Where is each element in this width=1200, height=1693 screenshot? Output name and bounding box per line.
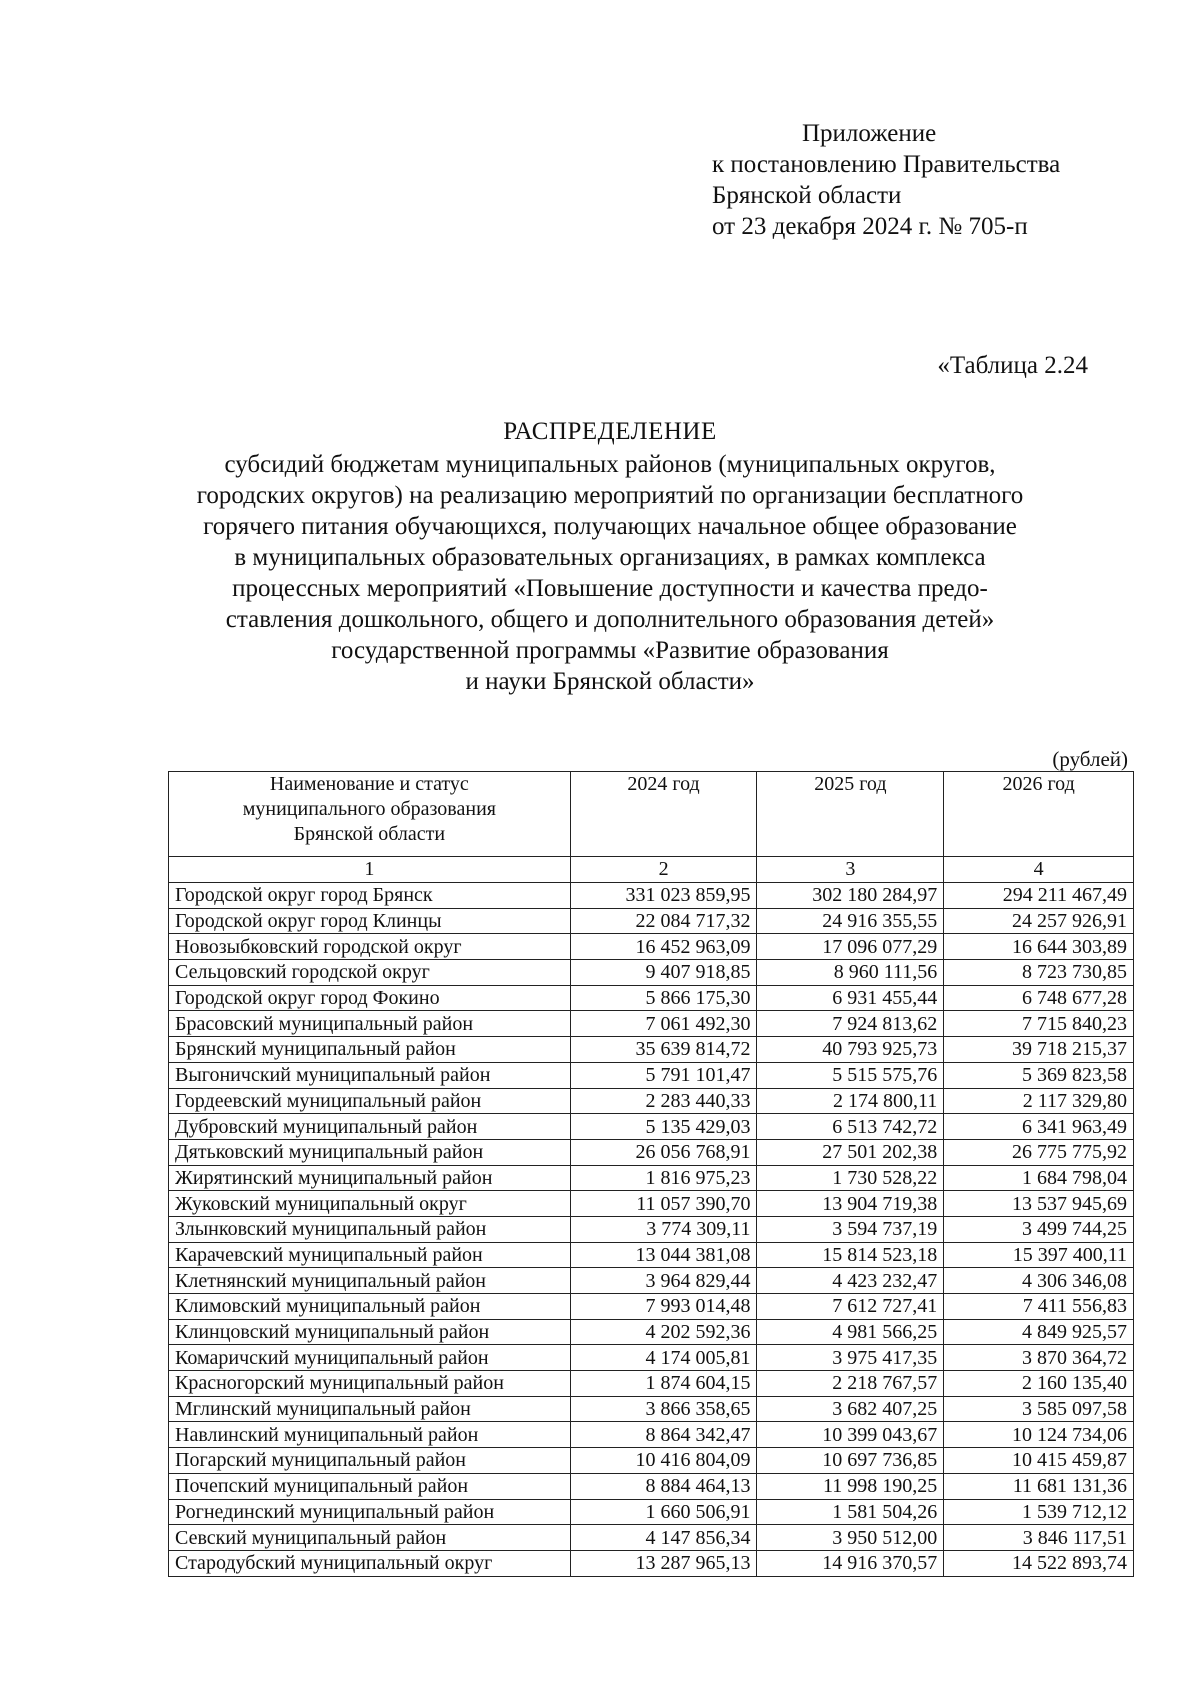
- amount-2025: 15 814 523,18: [757, 1242, 944, 1268]
- municipality-name: Почепский муниципальный район: [169, 1473, 571, 1499]
- amount-2026: 2 160 135,40: [944, 1371, 1134, 1397]
- municipality-name: Городской округ город Клинцы: [169, 908, 571, 934]
- amount-2026: 15 397 400,11: [944, 1242, 1134, 1268]
- amount-2026: 7 715 840,23: [944, 1011, 1134, 1037]
- amount-2026: 6 748 677,28: [944, 985, 1134, 1011]
- amount-2024: 13 044 381,08: [570, 1242, 757, 1268]
- amount-2024: 1 660 506,91: [570, 1499, 757, 1525]
- municipality-name: Клетнянский муниципальный район: [169, 1268, 571, 1294]
- municipality-name: Злынковский муниципальный район: [169, 1216, 571, 1242]
- amount-2026: 3 870 364,72: [944, 1345, 1134, 1371]
- amount-2025: 3 950 512,00: [757, 1525, 944, 1551]
- amount-2026: 11 681 131,36: [944, 1473, 1134, 1499]
- table-row: [169, 1088, 1134, 1114]
- amount-2025: 11 998 190,25: [757, 1473, 944, 1499]
- amount-2025: 3 975 417,35: [757, 1345, 944, 1371]
- amount-2024: 3 866 358,65: [570, 1396, 757, 1422]
- amount-2025: 2 218 767,57: [757, 1371, 944, 1397]
- amount-2026: 7 411 556,83: [944, 1294, 1134, 1320]
- header-2024: 2024 год: [570, 772, 757, 857]
- municipality-name: Климовский муниципальный район: [169, 1294, 571, 1320]
- amount-2025: 7 612 727,41: [757, 1294, 944, 1320]
- amount-2025: 6 513 742,72: [757, 1114, 944, 1140]
- amount-2026: 3 846 117,51: [944, 1525, 1134, 1551]
- amount-2026: 13 537 945,69: [944, 1191, 1134, 1217]
- amount-2025: 1 581 504,26: [757, 1499, 944, 1525]
- amount-2025: 4 423 232,47: [757, 1268, 944, 1294]
- municipality-name: Дубровский муниципальный район: [169, 1114, 571, 1140]
- amount-2024: 5 135 429,03: [570, 1114, 757, 1140]
- municipality-name: Выгоничский муниципальный район: [169, 1062, 571, 1088]
- municipality-name: Жуковский муниципальный округ: [169, 1191, 571, 1217]
- column-number: 4: [944, 857, 1134, 883]
- municipality-name: Брасовский муниципальный район: [169, 1011, 571, 1037]
- title-line: горячего питания обучающихся, получающих начальное общее образование: [203, 513, 1017, 540]
- table-row: [169, 1139, 1134, 1165]
- amount-2026: 4 849 925,57: [944, 1319, 1134, 1345]
- amount-2026: 1 539 712,12: [944, 1499, 1134, 1525]
- municipality-name: Жирятинский муниципальный район: [169, 1165, 571, 1191]
- amount-2025: 14 916 370,57: [757, 1550, 944, 1576]
- header-row: [169, 772, 1134, 857]
- amount-2024: 8 864 342,47: [570, 1422, 757, 1448]
- amount-2025: 1 730 528,22: [757, 1165, 944, 1191]
- amount-2024: 13 287 965,13: [570, 1550, 757, 1576]
- title-line: субсидий бюджетам муниципальных районов (муниципальных округов,: [224, 451, 996, 478]
- table-row: [169, 1345, 1134, 1371]
- unit-label: (рублей): [1052, 747, 1128, 771]
- title-line: в муниципальных образовательных организациях, в рамках комплекса: [234, 544, 986, 571]
- amount-2024: 22 084 717,32: [570, 908, 757, 934]
- column-number-row: [169, 857, 1134, 883]
- amount-2025: 3 682 407,25: [757, 1396, 944, 1422]
- amount-2026: 5 369 823,58: [944, 1062, 1134, 1088]
- title-line: ставления дошкольного, общего и дополнительного образования детей»: [225, 606, 995, 633]
- amount-2025: 2 174 800,11: [757, 1088, 944, 1114]
- amount-2026: 14 522 893,74: [944, 1550, 1134, 1576]
- amount-2026: 10 415 459,87: [944, 1448, 1134, 1474]
- table-row: [169, 1319, 1134, 1345]
- table-row: [169, 934, 1134, 960]
- table-row: [169, 1216, 1134, 1242]
- amount-2024: 5 791 101,47: [570, 1062, 757, 1088]
- municipality-name: Стародубский муниципальный округ: [169, 1550, 571, 1576]
- table-row: [169, 1396, 1134, 1422]
- amount-2024: 1 874 604,15: [570, 1371, 757, 1397]
- column-number: 3: [757, 857, 944, 883]
- amount-2026: 3 585 097,58: [944, 1396, 1134, 1422]
- amount-2024: 35 639 814,72: [570, 1037, 757, 1063]
- amount-2024: 26 056 768,91: [570, 1139, 757, 1165]
- table-row: [169, 960, 1134, 986]
- table-row: [169, 1037, 1134, 1063]
- title-heading: РАСПРЕДЕЛЕНИЕ: [503, 418, 717, 445]
- amount-2025: 4 981 566,25: [757, 1319, 944, 1345]
- appendix-block: [712, 118, 1060, 242]
- table-row: [169, 1114, 1134, 1140]
- amount-2025: 10 399 043,67: [757, 1422, 944, 1448]
- table-row: [169, 1371, 1134, 1397]
- amount-2024: 331 023 859,95: [570, 883, 757, 909]
- amount-2026: 24 257 926,91: [944, 908, 1134, 934]
- amount-2024: 10 416 804,09: [570, 1448, 757, 1474]
- amount-2024: 4 147 856,34: [570, 1525, 757, 1551]
- amount-2024: 9 407 918,85: [570, 960, 757, 986]
- amount-2026: 6 341 963,49: [944, 1114, 1134, 1140]
- table-row: [169, 985, 1134, 1011]
- table-row: [169, 1242, 1134, 1268]
- table-row: [169, 1473, 1134, 1499]
- amount-2025: 5 515 575,76: [757, 1062, 944, 1088]
- municipality-name: Мглинский муниципальный район: [169, 1396, 571, 1422]
- table-row: [169, 1525, 1134, 1551]
- amount-2026: 3 499 744,25: [944, 1216, 1134, 1242]
- appendix-line-3: Брянской области: [712, 182, 902, 209]
- column-number: 2: [570, 857, 757, 883]
- amount-2024: 7 993 014,48: [570, 1294, 757, 1320]
- amount-2024: 3 964 829,44: [570, 1268, 757, 1294]
- table-row: [169, 1294, 1134, 1320]
- municipality-name: Севский муниципальный район: [169, 1525, 571, 1551]
- municipality-name: Городской округ город Брянск: [169, 883, 571, 909]
- amount-2024: 16 452 963,09: [570, 934, 757, 960]
- municipality-name: Комаричский муниципальный район: [169, 1345, 571, 1371]
- amount-2026: 26 775 775,92: [944, 1139, 1134, 1165]
- amount-2024: 2 283 440,33: [570, 1088, 757, 1114]
- amount-2026: 16 644 303,89: [944, 934, 1134, 960]
- amount-2024: 8 884 464,13: [570, 1473, 757, 1499]
- table-row: [169, 1011, 1134, 1037]
- title-line: государственной программы «Развитие образования: [331, 637, 889, 664]
- table-row: [169, 883, 1134, 909]
- municipality-name: Навлинский муниципальный район: [169, 1422, 571, 1448]
- amount-2025: 40 793 925,73: [757, 1037, 944, 1063]
- header-name: Наименование и статус муниципального образования Брянской области: [169, 772, 571, 857]
- amount-2025: 8 960 111,56: [757, 960, 944, 986]
- amount-2025: 13 904 719,38: [757, 1191, 944, 1217]
- table-row: [169, 1448, 1134, 1474]
- table-row: [169, 1062, 1134, 1088]
- municipality-name: Гордеевский муниципальный район: [169, 1088, 571, 1114]
- table-row: [169, 1550, 1134, 1576]
- amount-2025: 27 501 202,38: [757, 1139, 944, 1165]
- amount-2026: 4 306 346,08: [944, 1268, 1134, 1294]
- municipality-name: Карачевский муниципальный район: [169, 1242, 571, 1268]
- municipality-name: Клинцовский муниципальный район: [169, 1319, 571, 1345]
- amount-2025: 24 916 355,55: [757, 908, 944, 934]
- header-2025: 2025 год: [757, 772, 944, 857]
- amount-2026: 2 117 329,80: [944, 1088, 1134, 1114]
- appendix-line-2: к постановлению Правительства: [712, 151, 1061, 178]
- municipality-name: Новозыбковский городской округ: [169, 934, 571, 960]
- amount-2024: 1 816 975,23: [570, 1165, 757, 1191]
- amount-2025: 17 096 077,29: [757, 934, 944, 960]
- amount-2024: 7 061 492,30: [570, 1011, 757, 1037]
- title-line: городских округов) на реализацию мероприятий по организации бесплатного: [196, 482, 1024, 509]
- municipality-name: Погарский муниципальный район: [169, 1448, 571, 1474]
- table-reference: «Таблица 2.24: [937, 352, 1088, 379]
- appendix-line-4: от 23 декабря 2024 г. № 705-п: [712, 213, 1028, 240]
- municipality-name: Сельцовский городской округ: [169, 960, 571, 986]
- amount-2024: 4 174 005,81: [570, 1345, 757, 1371]
- amount-2025: 6 931 455,44: [757, 985, 944, 1011]
- document-title: [150, 416, 1070, 697]
- amount-2024: 5 866 175,30: [570, 985, 757, 1011]
- table-row: [169, 1165, 1134, 1191]
- distribution-table: [168, 771, 1134, 1577]
- table-row: [169, 1422, 1134, 1448]
- column-number: 1: [169, 857, 571, 883]
- table-row: [169, 1268, 1134, 1294]
- table-row: [169, 1499, 1134, 1525]
- municipality-name: Городской округ город Фокино: [169, 985, 571, 1011]
- amount-2026: 10 124 734,06: [944, 1422, 1134, 1448]
- title-line: и науки Брянской области»: [465, 668, 755, 695]
- municipality-name: Рогнединский муниципальный район: [169, 1499, 571, 1525]
- title-line: процессных мероприятий «Повышение доступности и качества предо-: [232, 575, 988, 602]
- amount-2026: 39 718 215,37: [944, 1037, 1134, 1063]
- table-row: [169, 908, 1134, 934]
- amount-2026: 1 684 798,04: [944, 1165, 1134, 1191]
- amount-2024: 11 057 390,70: [570, 1191, 757, 1217]
- municipality-name: Красногорский муниципальный район: [169, 1371, 571, 1397]
- amount-2025: 7 924 813,62: [757, 1011, 944, 1037]
- table-body: [169, 883, 1134, 1577]
- amount-2025: 10 697 736,85: [757, 1448, 944, 1474]
- amount-2025: 302 180 284,97: [757, 883, 944, 909]
- amount-2024: 3 774 309,11: [570, 1216, 757, 1242]
- amount-2025: 3 594 737,19: [757, 1216, 944, 1242]
- municipality-name: Брянский муниципальный район: [169, 1037, 571, 1063]
- table-row: [169, 1191, 1134, 1217]
- amount-2024: 4 202 592,36: [570, 1319, 757, 1345]
- amount-2026: 294 211 467,49: [944, 883, 1134, 909]
- municipality-name: Дятьковский муниципальный район: [169, 1139, 571, 1165]
- header-2026: 2026 год: [944, 772, 1134, 857]
- appendix-line-1: Приложение: [802, 120, 937, 147]
- amount-2026: 8 723 730,85: [944, 960, 1134, 986]
